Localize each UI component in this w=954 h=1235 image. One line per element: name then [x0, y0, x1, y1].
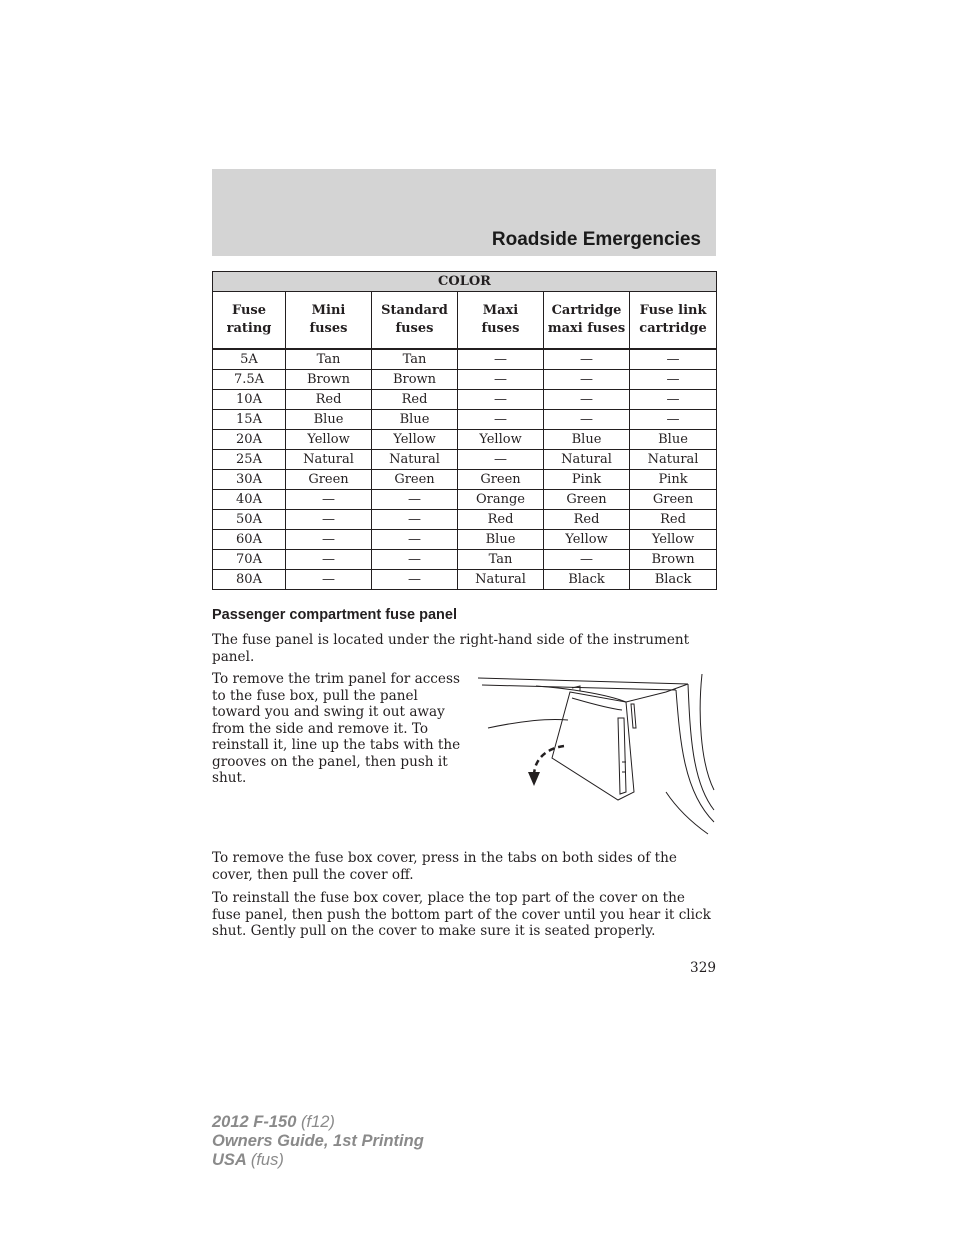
table-row	[213, 349, 717, 370]
table-row	[213, 450, 717, 470]
table-cell: —	[544, 550, 630, 570]
footer-model: 2012 F-150	[212, 1113, 297, 1131]
table-cell: Brown	[630, 550, 717, 570]
table-cell: Orange	[458, 490, 544, 510]
table-cell: Tan	[458, 550, 544, 570]
fuse-color-table	[212, 271, 717, 590]
trim-panel-illustration	[476, 672, 716, 836]
table-cell: Tan	[372, 349, 458, 370]
table-cell: —	[372, 530, 458, 550]
table-cell: —	[544, 370, 630, 390]
header-band	[212, 169, 716, 256]
table-cell: 7.5A	[213, 370, 286, 390]
table-row	[213, 570, 717, 590]
table-cell: Black	[544, 570, 630, 590]
table-cell: Yellow	[458, 430, 544, 450]
table-group-header-row	[213, 272, 717, 292]
table-cell: —	[544, 390, 630, 410]
table-cell: Green	[286, 470, 372, 490]
paragraph: The fuse panel is located under the right-hand side of the instrument panel.	[212, 632, 690, 665]
table-cell: Brown	[286, 370, 372, 390]
table-group-header: COLOR	[213, 272, 717, 292]
table-cell: Red	[458, 510, 544, 530]
column-header: Fuse rating	[213, 292, 286, 350]
table-cell: —	[286, 490, 372, 510]
table-cell: 70A	[213, 550, 286, 570]
table-cell: —	[544, 349, 630, 370]
column-header: Fuse link cartridge	[630, 292, 717, 350]
footer-model-code: (f12)	[301, 1113, 335, 1131]
table-cell: —	[372, 550, 458, 570]
table-cell: Yellow	[372, 430, 458, 450]
table-cell: —	[372, 510, 458, 530]
table-cell: Green	[372, 470, 458, 490]
table-cell: —	[544, 410, 630, 430]
table-cell: 15A	[213, 410, 286, 430]
table-cell: —	[372, 570, 458, 590]
paragraph: To remove the fuse box cover, press in the tabs on both sides of the cover, then pull the cover off.	[212, 850, 677, 883]
column-header: Mini fuses	[286, 292, 372, 350]
table-cell: —	[286, 570, 372, 590]
footer-line	[212, 1113, 424, 1132]
table-cell: Natural	[630, 450, 717, 470]
table-cell: Red	[544, 510, 630, 530]
table-cell: 40A	[213, 490, 286, 510]
table-cell: Red	[630, 510, 717, 530]
table-cell: —	[630, 390, 717, 410]
table-cell: Pink	[544, 470, 630, 490]
footer-market: USA	[212, 1151, 247, 1169]
table-cell: Tan	[286, 349, 372, 370]
table-cell: —	[458, 370, 544, 390]
section-heading: Passenger compartment fuse panel	[212, 607, 457, 623]
table-cell: Green	[630, 490, 717, 510]
table-cell: —	[630, 370, 717, 390]
table-row	[213, 410, 717, 430]
table-cell: Blue	[286, 410, 372, 430]
table-cell: Red	[286, 390, 372, 410]
table-cell: —	[286, 530, 372, 550]
paragraph: To remove the trim panel for access to the fuse box, pull the panel toward you and swing it out away from the side and remove it. To reinstall it, line up the tabs with the grooves on the panel, then push it shut.	[212, 671, 461, 786]
table-cell: —	[458, 410, 544, 430]
page-title: Roadside Emergencies	[491, 229, 701, 250]
table-row	[213, 370, 717, 390]
table-cell: —	[458, 450, 544, 470]
table-cell: —	[630, 349, 717, 370]
table-cell: —	[372, 490, 458, 510]
table-cell: Brown	[372, 370, 458, 390]
footer-market-code: (fus)	[250, 1151, 284, 1169]
table-cell: Yellow	[630, 530, 717, 550]
table-cell: Pink	[630, 470, 717, 490]
column-header: Standard fuses	[372, 292, 458, 350]
table-column-header-row	[213, 292, 717, 350]
table-row	[213, 550, 717, 570]
table-cell: Blue	[630, 430, 717, 450]
column-header: Cartridge maxi fuses	[544, 292, 630, 350]
table-row	[213, 490, 717, 510]
table-row	[213, 470, 717, 490]
table-cell: Blue	[544, 430, 630, 450]
page-number: 329	[690, 960, 716, 976]
footer-line: Owners Guide, 1st Printing	[212, 1132, 424, 1150]
table-row	[213, 430, 717, 450]
table-cell: Natural	[458, 570, 544, 590]
table-cell: Blue	[372, 410, 458, 430]
table-cell: Yellow	[286, 430, 372, 450]
table-row	[213, 390, 717, 410]
table-cell: Blue	[458, 530, 544, 550]
table-cell: 20A	[213, 430, 286, 450]
table-cell: —	[458, 390, 544, 410]
table-cell: Yellow	[544, 530, 630, 550]
table-cell: —	[286, 510, 372, 530]
table-cell: Red	[372, 390, 458, 410]
table-cell: Natural	[372, 450, 458, 470]
table-cell: 80A	[213, 570, 286, 590]
table-cell: 30A	[213, 470, 286, 490]
table-cell: 5A	[213, 349, 286, 370]
table-cell: Black	[630, 570, 717, 590]
table-cell: Green	[458, 470, 544, 490]
table-cell: —	[630, 410, 717, 430]
paragraph: To reinstall the fuse box cover, place the top part of the cover on the fuse panel, then push the bottom part of the cover until you hear it click shut. Gently pull on the cover to make sure it is seated properly.	[212, 890, 711, 939]
table-row	[213, 530, 717, 550]
table-cell: Green	[544, 490, 630, 510]
table-cell: —	[458, 349, 544, 370]
column-header: Maxi fuses	[458, 292, 544, 350]
table-cell: Natural	[286, 450, 372, 470]
table-cell: 10A	[213, 390, 286, 410]
footer-line	[212, 1151, 424, 1170]
footer-imprint	[212, 1113, 424, 1170]
table-row	[213, 510, 717, 530]
table-cell: 60A	[213, 530, 286, 550]
table-cell: Natural	[544, 450, 630, 470]
table-cell: 25A	[213, 450, 286, 470]
table-cell: 50A	[213, 510, 286, 530]
table-cell: —	[286, 550, 372, 570]
